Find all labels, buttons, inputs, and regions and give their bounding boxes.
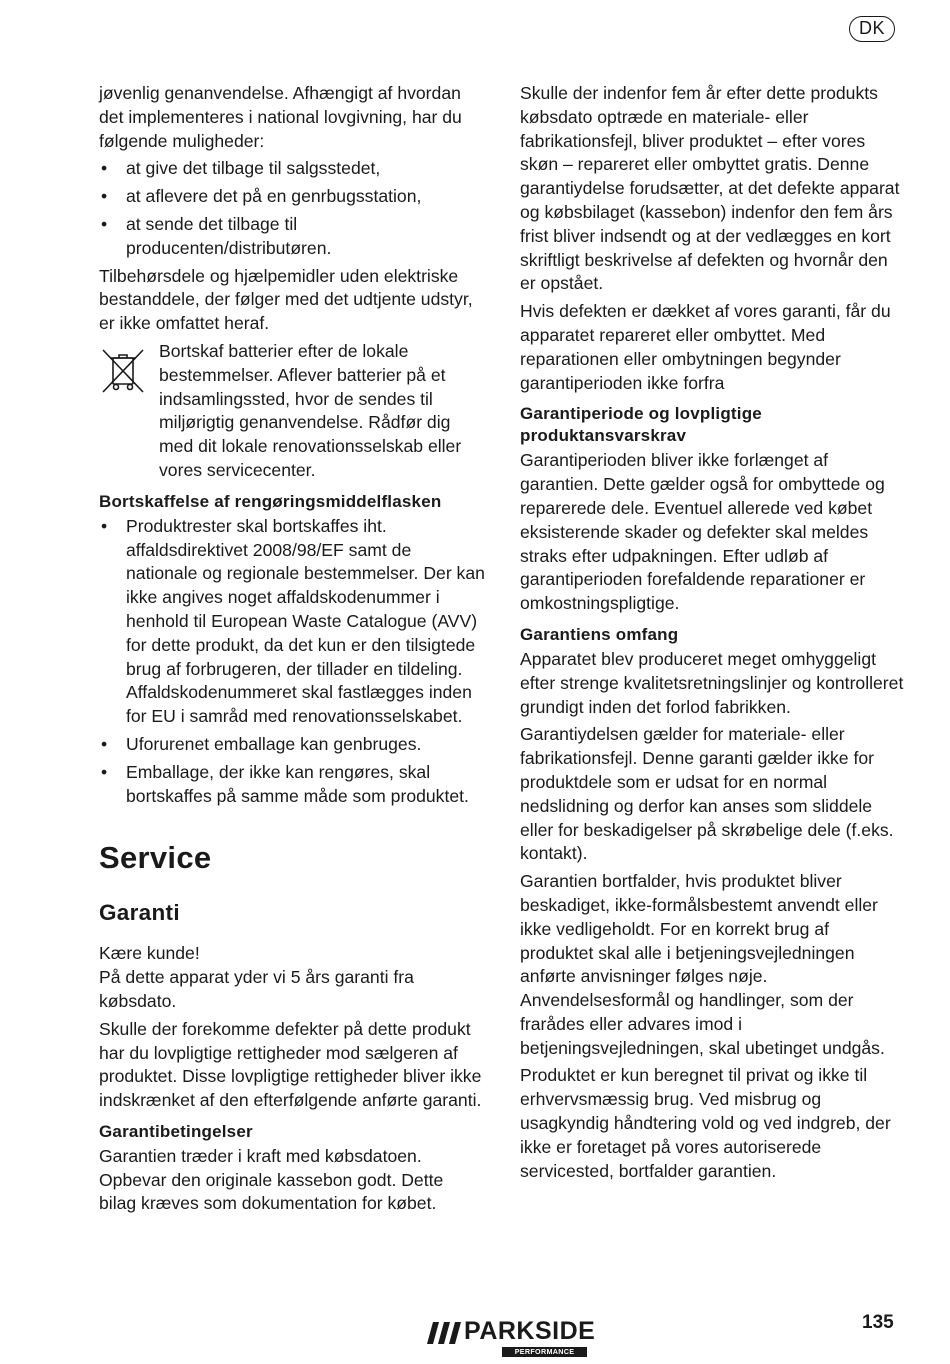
battery-disposal-note	[99, 340, 485, 483]
crossed-out-wheelie-bin-icon	[99, 346, 149, 396]
warranty-scope-heading: Garantiens omfang	[520, 624, 679, 644]
page-number: 135	[862, 1312, 894, 1333]
warranty-intro: På dette apparat yder vi 5 års garanti fra købsdato.	[99, 967, 414, 1011]
accessories-paragraph: Tilbehørsdele og hjælpemidler uden elektriske bestanddele, der følger med det udtjente udstyr, er ikke omfattet heraf.	[99, 265, 473, 334]
service-heading: Service	[99, 840, 212, 876]
statutory-rights: Skulle der forekomme defekter på dette produkt har du lovpligtige rettigheder mod sælgeren af produktet. Disse lovpligtige rettigheder bliver ikke indskrænket af den efterfølgende anførte garanti.	[99, 1018, 482, 1111]
list-item: • Emballage, der ikke kan rengøres, skal bortskaffes på samme måde som produktet.	[99, 761, 485, 809]
list-item: • at give det tilbage til salgsstedet,	[99, 157, 485, 181]
list-item: • at sende det tilbage til producenten/distributøren.	[99, 213, 485, 261]
warranty-heading: Garanti	[99, 900, 180, 926]
warranty-period-heading: Garantiperiode og lovpligtige produktansvarskrav	[520, 404, 762, 446]
battery-note-text: Bortskaf batterier efter de lokale bestemmelser. Aflever batterier på et indsamlingssted, hvor de sendes til miljørigtig genanvendelse. Rådfør dig med dit lokale renovationsselskab eller vores servicecenter.	[159, 340, 462, 480]
logo-slashes-icon	[427, 1322, 461, 1344]
logo-brand: PARKSIDE	[464, 1317, 596, 1345]
conditions-text: Garantien træder i kraft med købsdatoen. Opbevar den originale kassebon godt. Dette bilag kræves som dokumentation for købet.	[99, 1145, 444, 1214]
list-item: • Produktrester skal bortskaffes iht. affaldsdirektivet 2008/98/EF samt de nationale og regionale bestemmelser. Der kan ikke angives noget affaldskodenummer i henhold til European Waste Catalogue (AVV) for dette produkt, da det kun er den tilsigtede brug af forbrugeren, der tillader en tildeling. Affaldskodenummeret skal fastlægges inden for EU i samråd med renovationsselskabet.	[99, 515, 485, 729]
scope-paragraph: Garantien bortfalder, hvis produktet bliver beskadiget, ikke-formålsbestemt anvendt eller ikke vedligeholdt. For en korrekt brug af produktet skal alle i betjeningsvejledningen anførte anvisninger følges nøje. Anvendelsesformål og handlinger, som der frarådes eller advares imod i betjeningsvejledningen, skal ubetinget undgås.	[520, 871, 885, 1058]
list-item: • Uforurenet emballage kan genbruges.	[99, 733, 485, 757]
defects-paragraph: Skulle der indenfor fem år efter dette produkts købsdato optræde en materiale- eller fabrikationsfejl, bliver produktet – efter vores skøn – repareret eller ombyttet gratis. Denne garantiydelse forudsætter, at det defekte apparat og købsbilaget (kassebon) indenfor den fem års frist bliver indsendt og at der vedlægges en kort skriftligt beskrivelse af defekten og hvornår den er opstået.	[520, 83, 900, 294]
parkside-logo	[427, 1317, 596, 1358]
scope-paragraph: Apparatet blev produceret meget omhyggeligt efter strenge kvalitetsretningslinjer og kontrolleret grundigt inden det forlod fabrikken.	[520, 648, 904, 717]
intro-paragraph: jøvenlig genanvendelse. Afhængigt af hvordan det implementeres i national lovgivning, har du følgende muligheder:	[99, 83, 462, 151]
scope-paragraph: Garantiydelsen gælder for materiale- eller fabrikationsfejl. Denne garanti gælder ikke for produktdele som er udsat for en normal nedslidning og derfor kan anses som sliddele eller for beskadigelser på skrøbelige dele (f.eks. kontakt).	[520, 724, 894, 864]
greeting: Kære kunde!	[99, 943, 200, 964]
return-options-list	[99, 157, 485, 260]
cleaner-disposal-list	[99, 515, 485, 809]
conditions-heading: Garantibetingelser	[99, 1121, 253, 1141]
language-badge: DK	[849, 16, 895, 42]
right-column	[520, 82, 905, 1187]
scope-paragraph: Produktet er kun beregnet til privat og ikke til erhvervsmæssig brug. Ved misbrug og usagkyndig håndtering vold og ved indgreb, der ikke er foretaget på vores autoriserede servicested, bortfalder garantien.	[520, 1065, 891, 1181]
left-column	[99, 82, 485, 1220]
list-item: • at aflevere det på en genrbugsstation,	[99, 185, 485, 209]
covered-paragraph: Hvis defekten er dækket af vores garanti, får du apparatet repareret eller ombyttet. Med reparationen eller ombytningen begynder garantiperioden ikke forfra	[520, 301, 891, 393]
cleaner-disposal-heading: Bortskaffelse af rengøringsmiddelflasken	[99, 491, 442, 511]
logo-subline: PERFORMANCE	[502, 1347, 587, 1357]
warranty-period-text: Garantiperioden bliver ikke forlænget af garantien. Dette gælder også for ombyttede og reparerede dele. Eventuel allerede ved købet eksisterende skader og defekter skal meldes straks efter udpakningen. Efter udløb af garantiperioden forefaldende reparationer er omkostningspligtige.	[520, 450, 885, 614]
